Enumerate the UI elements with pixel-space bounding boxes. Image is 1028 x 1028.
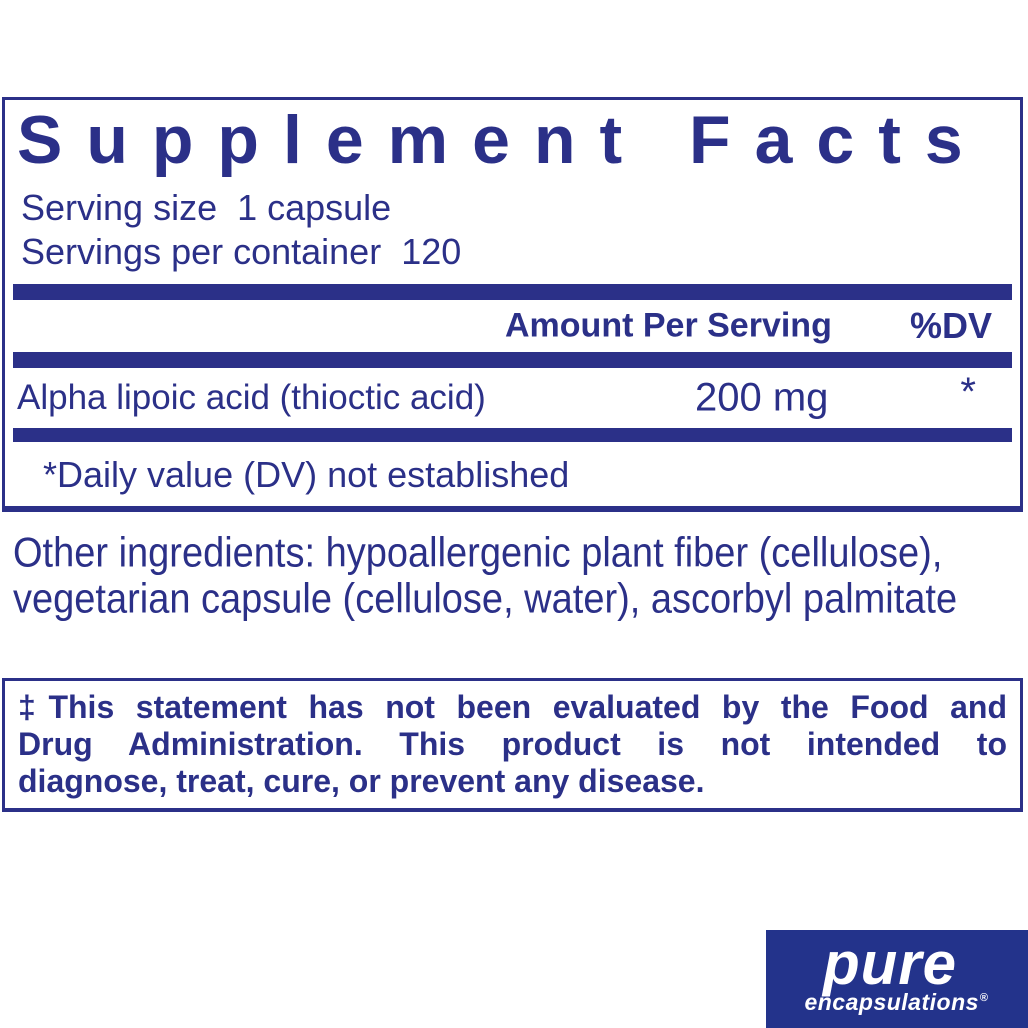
percent-dv-header: %DV — [909, 305, 992, 346]
other-ingredients-line-2: vegetarian capsule (cellulose, water), ascorbyl palmitate — [13, 576, 958, 623]
serving-info — [21, 186, 1020, 274]
column-header-row — [5, 300, 1020, 352]
brand-logo — [766, 930, 1028, 1028]
serving-size-line: Serving size 1 capsule — [21, 187, 392, 228]
other-ingredients — [13, 530, 1015, 622]
brand-subtitle — [804, 990, 987, 1019]
dv-footnote: *Daily value (DV) not established — [43, 454, 570, 495]
supplement-facts-panel — [2, 97, 1023, 512]
brand-subtitle-text: encapsulations — [804, 989, 979, 1015]
disclaimer-line-1: ‡This statement has not been evaluated by the Food and — [18, 689, 1007, 725]
ingredient-row — [5, 368, 1020, 428]
registered-trademark-icon: ® — [979, 992, 989, 1004]
separator-bar-top — [13, 284, 1012, 300]
ingredient-dv-value: * — [960, 370, 976, 414]
ingredient-amount: 200 mg — [695, 375, 829, 420]
panel-title: Supplement Facts — [17, 102, 987, 178]
disclaimer-line-2: Drug Administration. This product is not intended to — [18, 726, 1007, 762]
ingredient-name: Alpha lipoic acid (thioctic acid) — [17, 378, 486, 417]
servings-per-container-line: Servings per container 120 — [21, 231, 462, 272]
brand-name: pure — [822, 930, 958, 997]
separator-bar-middle — [13, 352, 1012, 368]
amount-per-serving-header: Amount Per Serving — [505, 306, 832, 345]
other-ingredients-line-1: Other ingredients: hypoallergenic plant fiber (cellulose), — [13, 530, 943, 577]
separator-bar-bottom — [13, 428, 1012, 442]
disclaimer-line-3: diagnose, treat, cure, or prevent any disease. — [18, 763, 705, 799]
disclaimer-box — [2, 678, 1023, 812]
